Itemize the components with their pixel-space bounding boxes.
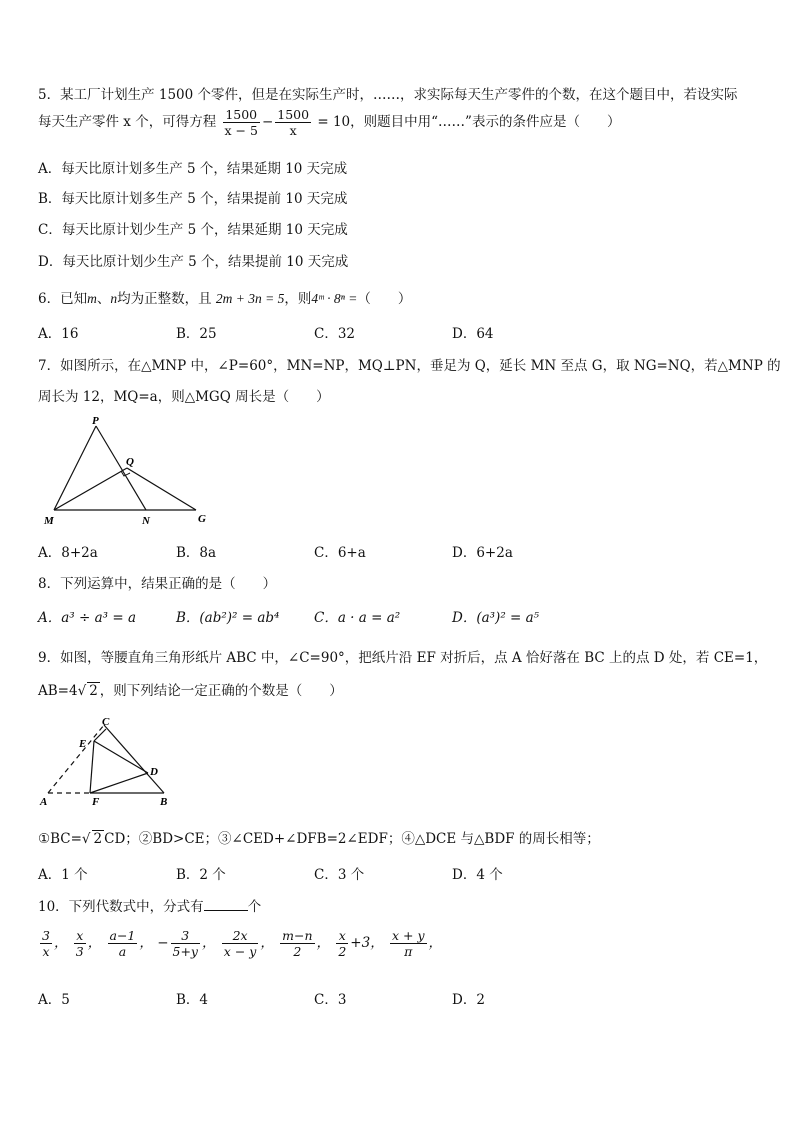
q9-stem-post: ，则下列结论一定正确的个数是（ ） bbox=[99, 683, 343, 699]
q10-stem-pre: 10．下列代数式中，分式有 bbox=[38, 899, 204, 915]
q6-option-b: B．25 bbox=[176, 326, 217, 342]
q8-stem: 8．下列运算中，结果正确的是（ ） bbox=[38, 576, 277, 592]
q10-expr-3-num: a−1 bbox=[109, 928, 136, 943]
q5-stem-pre: 每天生产零件 x 个，可得方程 bbox=[38, 114, 217, 130]
q9-dashed-ae bbox=[48, 725, 104, 793]
q10-sep-1: ， bbox=[53, 935, 68, 951]
q9-conclusions-pre: ①BC= bbox=[38, 831, 82, 847]
q9-edge-cb bbox=[104, 725, 164, 793]
q7-right-angle-mark bbox=[121, 471, 130, 476]
q5-option-a: A．每天比原计划多生产 5 个，结果延期 10 天完成 bbox=[38, 161, 348, 177]
q6-stem-post: （ ） bbox=[357, 291, 412, 307]
q6-condition: 2m + 3n = 5 bbox=[215, 291, 285, 306]
q10-expr-1 bbox=[38, 928, 54, 959]
q10-expr-2-num: x bbox=[74, 928, 86, 944]
q6-var-n: n bbox=[110, 291, 118, 306]
q7-option-d: D．6+2a bbox=[452, 545, 513, 561]
q8-option-d: D．(a³)² = a⁵ bbox=[452, 610, 540, 626]
q10-expr-1-num: 3 bbox=[42, 928, 50, 943]
q10-expr-4-den: 5+y bbox=[172, 944, 198, 959]
q5-fraction-2 bbox=[275, 107, 311, 138]
q10-expr-4-sign: − bbox=[157, 935, 169, 951]
q10-option-c: C．3 bbox=[314, 992, 347, 1008]
q7-label-g: G bbox=[198, 513, 206, 525]
q9-stem-line1: 9．如图，等腰直角三角形纸片 ABC 中，∠C=90°，把纸片沿 EF 对折后，点 A 恰好落在 BC 上的点 D 处，若 CE=1， bbox=[38, 650, 768, 666]
q9-folded-triangle-figure bbox=[38, 715, 178, 809]
q5-option-c: C．每天比原计划少生产 5 个，结果延期 10 天完成 bbox=[38, 222, 348, 238]
q10-expr-2-den: 3 bbox=[75, 944, 84, 959]
q9-edge-fd bbox=[90, 773, 148, 793]
q10-sep-4: ， bbox=[202, 935, 216, 951]
q10-expr-4-num: 3 bbox=[171, 928, 201, 944]
q10-expr-7-den: 2 bbox=[338, 944, 347, 959]
q10-expr-6-den: 2 bbox=[293, 944, 302, 959]
q5-minus-sign: − bbox=[261, 114, 274, 130]
q5-stem-line1: 5．某工厂计划生产 1500 个零件，但是在实际生产时，……，求实际每天生产零件的个数，在这个题目中，若设实际 bbox=[38, 87, 738, 103]
q10-expr-7-tail: +3 bbox=[350, 935, 371, 951]
q7-label-q: Q bbox=[126, 456, 134, 468]
q9-label-a: A bbox=[40, 796, 48, 808]
q5-frac1-numerator: 1500 bbox=[223, 107, 260, 123]
q10-option-b: B．4 bbox=[176, 992, 209, 1008]
q10-stem-post: 个 bbox=[247, 899, 262, 915]
q5-option-b: B．每天比原计划多生产 5 个，结果提前 10 天完成 bbox=[38, 191, 348, 207]
q10-expr-5 bbox=[220, 928, 261, 959]
q7-option-c: C．6+a bbox=[314, 545, 366, 561]
q10-expr-1-den: x bbox=[42, 944, 50, 959]
q9-ab-prefix: AB=4 bbox=[38, 683, 78, 699]
q5-equation-tail: = 10 bbox=[317, 114, 351, 130]
q9-conclusions-sqrt-sign: √ bbox=[81, 831, 91, 847]
q6-option-c: C．32 bbox=[314, 326, 356, 342]
q5-stem-line2 bbox=[38, 107, 620, 138]
q10-expr-6-num: m−n bbox=[282, 928, 313, 943]
q6-expression: 4ᵐ · 8ⁿ = bbox=[311, 291, 358, 306]
q10-sep-3: ， bbox=[139, 935, 153, 951]
q5-frac2-denominator: x bbox=[289, 123, 297, 138]
q6-stem-mid: 均为正整数，且 bbox=[117, 291, 212, 307]
q7-option-a: A．8+2a bbox=[38, 545, 98, 561]
q9-label-b: B bbox=[160, 796, 168, 808]
q8-option-c: C．a · a = a² bbox=[314, 610, 401, 626]
q10-stem bbox=[38, 895, 261, 915]
q7-edge-qg bbox=[127, 468, 196, 510]
q9-conclusions-post: CD；②BD>CE；③∠CED+∠DFB=2∠EDF；④△DCE 与△BDF 的周长相等； bbox=[104, 831, 600, 847]
q9-stem-line2 bbox=[38, 679, 343, 699]
q6-stem-mid2: ，则 bbox=[284, 291, 312, 307]
q10-sep-6: ， bbox=[316, 935, 331, 951]
q8-option-b: B．(ab²)² = ab⁴ bbox=[176, 610, 280, 626]
q10-sep-5: ， bbox=[260, 935, 274, 951]
q9-option-c: C．3 个 bbox=[314, 867, 365, 883]
q10-expr-5-num: 2x bbox=[222, 928, 259, 944]
q7-label-m: M bbox=[44, 515, 54, 527]
q5-stem-post: ，则题目中用“……”表示的条件应是（ ） bbox=[350, 114, 621, 130]
q9-label-c: C bbox=[102, 716, 110, 728]
q7-stem-line2: 周长为 12，MQ=a，则△MGQ 周长是（ ） bbox=[38, 389, 330, 405]
q10-option-a: A．5 bbox=[38, 992, 70, 1008]
q10-expr-3 bbox=[106, 928, 140, 959]
q10-expr-8-num: x + y bbox=[391, 928, 425, 943]
q10-expr-5-den: x − y bbox=[223, 944, 257, 959]
q7-edge-pn bbox=[96, 426, 146, 510]
q10-expr-8 bbox=[388, 928, 429, 959]
q10-sep-8: ， bbox=[428, 935, 443, 951]
q9-option-b: B．2 个 bbox=[176, 867, 226, 883]
q10-sep-2: ， bbox=[87, 935, 102, 951]
q7-label-p: P bbox=[92, 415, 99, 427]
q6-option-d: D．64 bbox=[452, 326, 494, 342]
q7-stem-line1: 7．如图所示，在△MNP 中，∠P=60°，MN=NP，MQ⊥PN，垂足为 Q，延长 MN 至点 G，取 NG=NQ，若△MNP 的 bbox=[38, 358, 781, 374]
q10-expr-8-den: π bbox=[404, 944, 413, 959]
q9-sqrt-value: 2 bbox=[89, 683, 98, 699]
q9-conclusions-sqrt-value: 2 bbox=[93, 831, 103, 847]
q9-label-f: F bbox=[92, 796, 100, 808]
q10-sep-7: ， bbox=[370, 935, 384, 951]
q5-frac1-denominator: x − 5 bbox=[224, 123, 258, 138]
q8-option-a: A．a³ ÷ a³ = a bbox=[38, 610, 137, 626]
q10-expr-4 bbox=[157, 928, 202, 959]
q7-triangle-figure bbox=[38, 414, 220, 528]
q9-edge-ed bbox=[94, 741, 148, 773]
q9-label-d: D bbox=[150, 766, 158, 778]
q6-sep: 、 bbox=[96, 291, 111, 307]
q9-option-d: D．4 个 bbox=[452, 867, 503, 883]
q10-expr-7-num: x bbox=[336, 928, 348, 944]
q6-stem bbox=[38, 287, 411, 307]
q10-answer-blank bbox=[204, 910, 248, 911]
q5-fraction-1 bbox=[223, 107, 260, 138]
q10-expr-6 bbox=[278, 928, 316, 959]
q6-option-a: A．16 bbox=[38, 326, 79, 342]
q7-option-b: B．8a bbox=[176, 545, 217, 561]
q5-option-d: D．每天比原计划少生产 5 个，结果提前 10 天完成 bbox=[38, 254, 349, 270]
q10-expression-list bbox=[38, 928, 442, 959]
q9-label-e: E bbox=[79, 738, 87, 750]
q9-option-a: A．1 个 bbox=[38, 867, 88, 883]
q9-edge-ef bbox=[90, 741, 94, 793]
q9-conclusions bbox=[38, 827, 600, 847]
q5-frac2-numerator: 1500 bbox=[277, 107, 310, 122]
q10-option-d: D．2 bbox=[452, 992, 485, 1008]
q9-sqrt-sign: √ bbox=[77, 683, 87, 699]
q6-var-m: m bbox=[87, 291, 97, 306]
q6-stem-pre: 6．已知 bbox=[38, 291, 88, 307]
q7-label-n: N bbox=[142, 515, 150, 527]
q10-expr-3-den: a bbox=[118, 944, 127, 959]
q10-expr-2 bbox=[72, 928, 88, 959]
q10-expr-7 bbox=[334, 928, 371, 959]
